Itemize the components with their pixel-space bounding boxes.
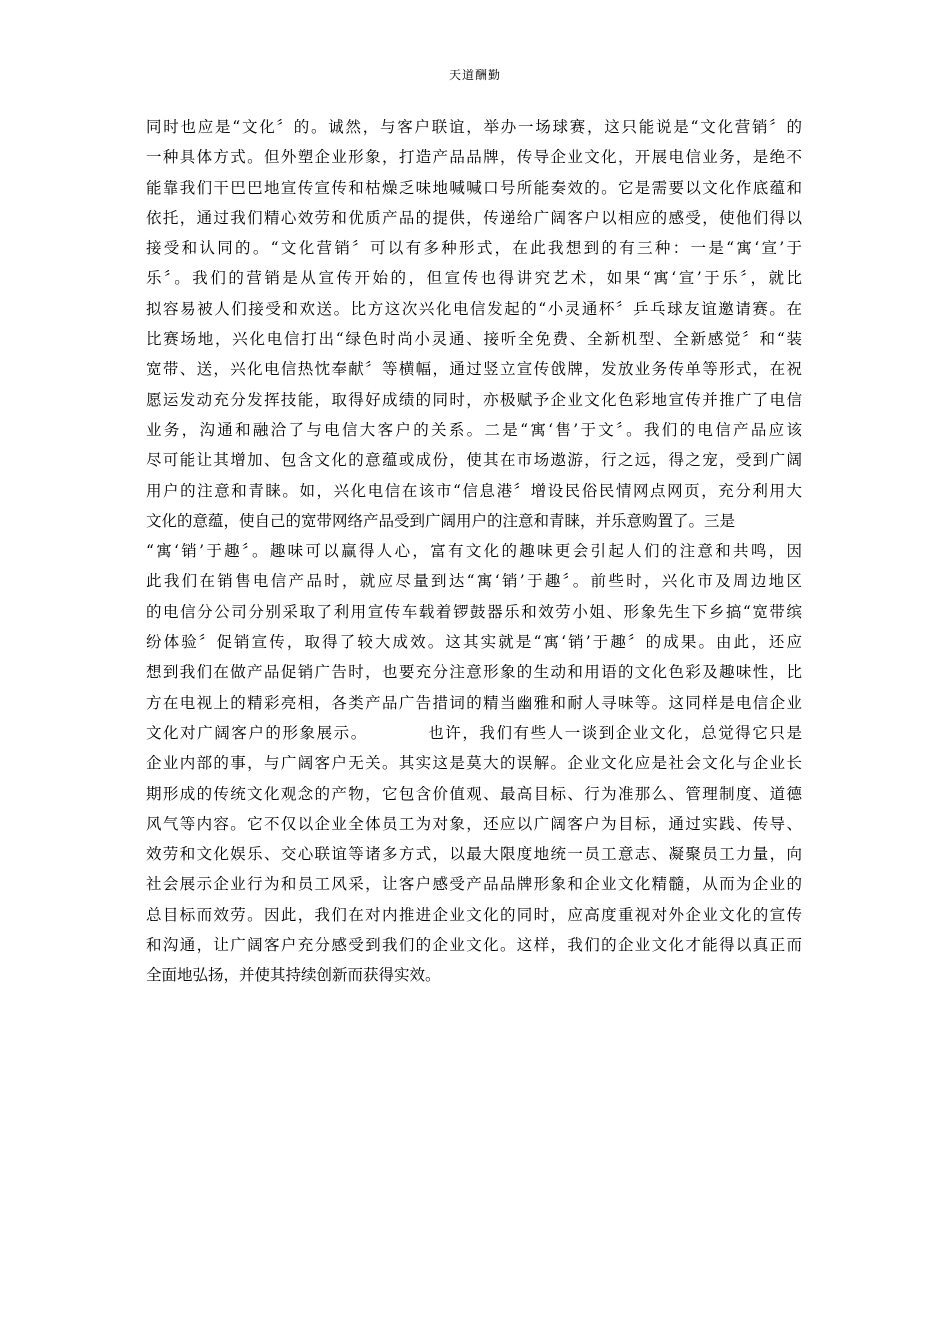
text-line: 全面地弘扬，并使其持续创新而获得实效。 (146, 966, 441, 985)
text-line: “寓‘销’于趣〞。趣味可以赢得人心，富有文化的趣味更会引起人们的注意和共鸣，因 (146, 542, 802, 561)
text-line: 接受和认同的。“文化营销〞可以有多种形式，在此我想到的有三种：一是“寓‘宣’于 (146, 239, 802, 258)
text-line: 同时也应是“文化〞的。诚然，与客户联谊，举办一场球赛，这只能说是“文化营销〞的 (146, 118, 802, 136)
text-line: 尽可能让其增加、包含文化的意蕴或成份，使其在市场遨游，行之远，得之宠，受到广阔 (146, 451, 802, 470)
text-line: 纷体验〞促销宣传，取得了较大成效。这其实就是“寓‘销’于趣〞的成果。由此，还应 (146, 633, 802, 652)
text-line: 乐〞。我们的营销是从宣传开始的，但宣传也得讲究艺术，如果“寓‘宣’于乐〞，就比 (146, 269, 802, 288)
text-line: 期形成的传统文化观念的产物，它包含价值观、最高目标、行为准那么、管理制度、道德 (146, 784, 802, 803)
text-line: 总目标而效劳。因此，我们在对内推进企业文化的同时，应高度重视对外企业文化的宣传 (146, 905, 802, 924)
text-line: 文化的意蕴，使自己的宽带网络产品受到广阔用户的注意和青睐，并乐意购置了。三是 (146, 511, 736, 530)
text-line: 企业内部的事，与广阔客户无关。其实这是莫大的误解。企业文化应是社会文化与企业长 (146, 754, 802, 773)
text-line: 文化对广阔客户的形象展示。 也许，我们有些人一谈到企业文化，总觉得它只是 (146, 723, 802, 742)
text-line: 拟容易被人们接受和欢送。比方这次兴化电信发起的“小灵通杯〞乒乓球友谊邀请赛。在 (146, 299, 802, 318)
document-body (146, 112, 802, 991)
text-line: 和沟通，让广阔客户充分感受到我们的企业文化。这样，我们的企业文化才能得以真正而 (146, 936, 802, 955)
text-line: 社会展示企业行为和员工风采，让客户感受产品品牌形象和企业文化精髓，从而为企业的 (146, 875, 802, 894)
text-line: 能靠我们干巴巴地宣传宣传和枯燥乏味地喊喊口号所能奏效的。它是需要以文化作底蕴和 (146, 178, 802, 197)
text-line: 依托，通过我们精心效劳和优质产品的提供，传递给广阔客户以相应的感受，使他们得以 (146, 208, 802, 227)
text-line: 想到我们在做产品促销广告时，也要充分注意形象的生动和用语的文化色彩及趣味性，比 (146, 663, 802, 682)
text-line: 比赛场地，兴化电信打出“绿色时尚小灵通、接听全免费、全新机型、全新感觉〞和“装 (146, 330, 802, 349)
text-line: 的电信分公司分别采取了利用宣传车载着锣鼓器乐和效劳小姐、形象先生下乡搞“宽带缤 (146, 602, 802, 621)
text-line: 此我们在销售电信产品时，就应尽量到达“寓‘销’于趣〞。前些时，兴化市及周边地区 (146, 572, 802, 591)
text-line: 宽带、送，兴化电信热忱奉献〞等横幅，通过竖立宣传戗牌，发放业务传单等形式，在祝 (146, 360, 802, 379)
text-line: 一种具体方式。但外塑企业形象，打造产品品牌，传导企业文化，开展电信业务，是绝不 (146, 148, 802, 167)
text-line: 方在电视上的精彩亮相，各类产品广告措词的精当幽雅和耐人寻味等。这同样是电信企业 (146, 693, 802, 712)
text-line: 效劳和文化娱乐、交心联谊等诸多方式，以最大限度地统一员工意志、凝聚员工力量，向 (146, 845, 802, 864)
page-header: 天道酬勤 (448, 68, 501, 82)
text-line: 业务，沟通和融洽了与电信大客户的关系。二是“寓‘售’于文〞。我们的电信产品应该 (146, 420, 802, 439)
text-line: 用户的注意和青睐。如，兴化电信在该市“信息港〞增设民俗民情网点网页，充分利用大 (146, 481, 802, 500)
text-line: 愿运发动充分发挥技能，取得好成绩的同时，亦极赋予企业文化色彩地宣传并推广了电信 (146, 390, 802, 409)
text-line: 风气等内容。它不仅以企业全体员工为对象，还应以广阔客户为目标，通过实践、传导、 (146, 814, 802, 833)
